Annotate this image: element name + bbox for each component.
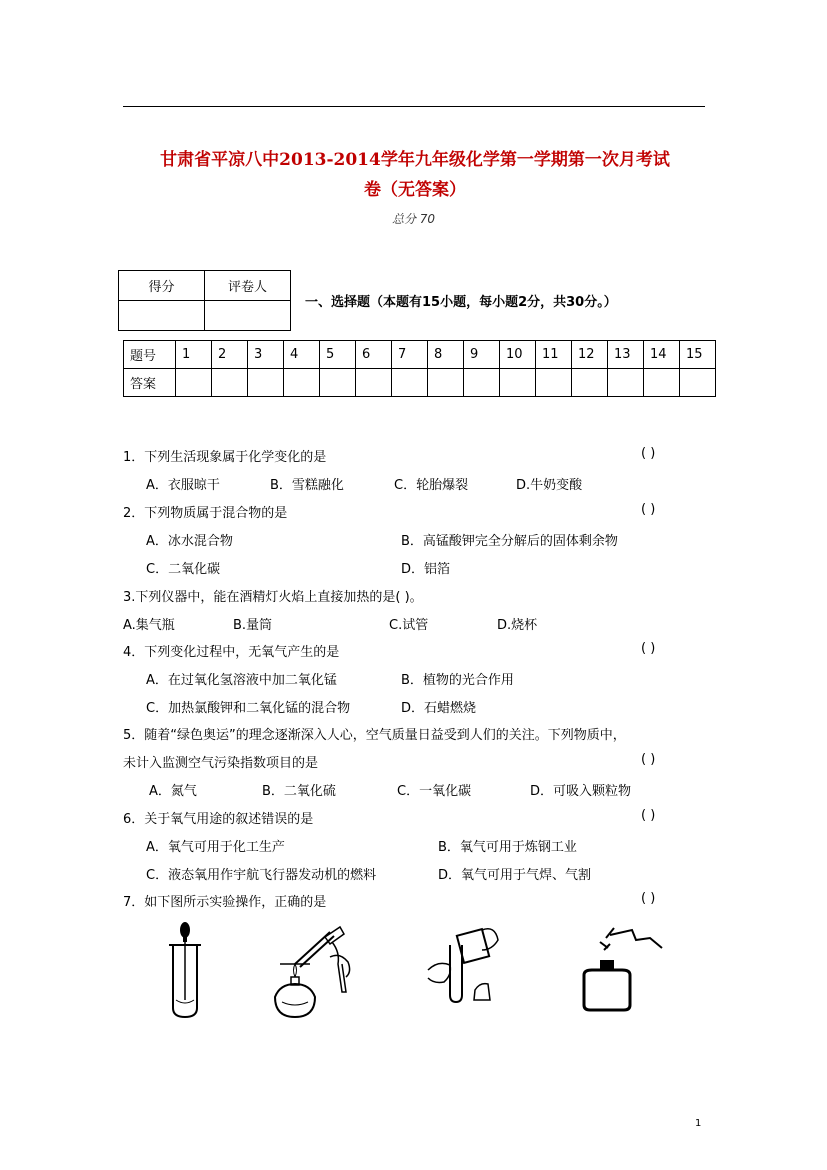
question-number: 3: [248, 341, 284, 369]
question-5-option-b: B．二氧化硫: [262, 784, 336, 799]
question-number: 12: [572, 341, 608, 369]
question-6-option-a: A．氧气可用于化工生产: [146, 840, 285, 855]
answer-cell[interactable]: [392, 369, 428, 397]
question-1-stem: 1．下列生活现象属于化学变化的是: [123, 450, 327, 465]
question-1-option-a: A．衣服晾干: [146, 478, 220, 493]
answer-cell[interactable]: [644, 369, 680, 397]
answer-cell[interactable]: [500, 369, 536, 397]
question-4-option-d: D．石蜡燃烧: [401, 701, 477, 716]
question-3-option-b: B.量筒: [233, 618, 273, 633]
question-1-answer-blank[interactable]: ( ): [641, 446, 656, 461]
question-4-option-c: C．加热氯酸钾和二氧化锰的混合物: [146, 701, 351, 716]
question-6-answer-blank[interactable]: ( ): [641, 808, 656, 823]
question-2-stem: 2．下列物质属于混合物的是: [123, 506, 288, 521]
question-1-option-b: B．雪糕融化: [270, 478, 344, 493]
question-4-option-b: B．植物的光合作用: [401, 673, 514, 688]
question-5-answer-blank[interactable]: ( ): [641, 752, 656, 767]
question-7-answer-blank[interactable]: ( ): [641, 891, 656, 906]
answer-cell[interactable]: [428, 369, 464, 397]
question-number: 13: [608, 341, 644, 369]
question-6-option-b: B．氧气可用于炼钢工业: [438, 840, 577, 855]
heating-apparatus-figure: [270, 922, 365, 1022]
answer-cell[interactable]: [536, 369, 572, 397]
section-heading: 一、选择题（本题有15小题，每小题2分，共30分。）: [305, 295, 617, 310]
number-row: [124, 341, 716, 369]
question-5-stem-line1: 5．随着“绿色奥运”的理念逐渐深入人心，空气质量日益受到人们的关注。下列物质中，: [123, 728, 626, 743]
question-number: 2: [212, 341, 248, 369]
number-row-label: 题号: [124, 341, 176, 369]
score-cell[interactable]: [119, 301, 205, 331]
question-3-option-c: C.试管: [389, 618, 429, 633]
question-5-option-a: A．氮气: [149, 784, 197, 799]
answer-cell[interactable]: [248, 369, 284, 397]
score-box: [118, 270, 291, 331]
alcohol-lamp-figure: [570, 920, 665, 1015]
question-2-option-a: A．冰水混合物: [146, 534, 233, 549]
score-label: 得分: [119, 271, 205, 301]
question-number: 4: [284, 341, 320, 369]
question-number: 6: [356, 341, 392, 369]
question-6-stem: 6．关于氧气用途的叙述错误的是: [123, 812, 314, 827]
question-2-answer-blank[interactable]: ( ): [641, 502, 656, 517]
question-3-stem: 3.下列仪器中，能在酒精灯火焰上直接加热的是( )。: [123, 590, 423, 605]
question-number: 10: [500, 341, 536, 369]
question-5-stem-line2: 未计入监测空气污染指数项目的是: [123, 756, 319, 771]
pouring-liquid-figure: [420, 920, 520, 1015]
question-number: 9: [464, 341, 500, 369]
answer-cell[interactable]: [464, 369, 500, 397]
question-6-option-c: C．液态氧用作宇航飞行器发动机的燃料: [146, 868, 377, 883]
answer-cell[interactable]: [320, 369, 356, 397]
question-2-option-c: C．二氧化碳: [146, 562, 221, 577]
answer-table: [123, 340, 716, 397]
question-5-option-c: C．一氧化碳: [397, 784, 472, 799]
answer-cell[interactable]: [212, 369, 248, 397]
page-title-line1: 甘肃省平凉八中2013-2014学年九年级化学第一学期第一次月考试: [160, 150, 670, 170]
question-4-stem: 4．下列变化过程中，无氧气产生的是: [123, 645, 340, 660]
dropper-in-test-tube-figure: [160, 920, 210, 1020]
question-6-option-d: D．氧气可用于气焊、气割: [438, 868, 592, 883]
answer-cell[interactable]: [680, 369, 716, 397]
question-number: 8: [428, 341, 464, 369]
page-title-line2: 卷（无答案）: [364, 180, 466, 200]
question-2-option-d: D．铝箔: [401, 562, 451, 577]
question-3-option-d: D.烧杯: [497, 618, 538, 633]
question-number: 14: [644, 341, 680, 369]
answer-cell[interactable]: [572, 369, 608, 397]
question-7-stem: 7．如下图所示实验操作，正确的是: [123, 895, 327, 910]
question-number: 11: [536, 341, 572, 369]
question-1-option-c: C．轮胎爆裂: [394, 478, 469, 493]
answer-row-label: 答案: [124, 369, 176, 397]
question-5-option-d: D．可吸入颗粒物: [530, 784, 632, 799]
answer-cell[interactable]: [176, 369, 212, 397]
answer-cell[interactable]: [284, 369, 320, 397]
question-number: 7: [392, 341, 428, 369]
question-2-option-b: B．高锰酸钾完全分解后的固体剩余物: [401, 534, 618, 549]
answer-cell[interactable]: [356, 369, 392, 397]
question-1-option-d: D.牛奶变酸: [516, 478, 583, 493]
question-number: 1: [176, 341, 212, 369]
page-number: 1: [695, 1118, 702, 1129]
header-rule: [123, 106, 705, 107]
total-score: 总分 70: [391, 212, 436, 226]
grader-label: 评卷人: [205, 271, 291, 301]
question-4-option-a: A．在过氧化氢溶液中加二氧化锰: [146, 673, 337, 688]
question-number: 15: [680, 341, 716, 369]
grader-cell[interactable]: [205, 301, 291, 331]
question-3-option-a: A.集气瓶: [123, 618, 175, 633]
question-4-answer-blank[interactable]: ( ): [641, 641, 656, 656]
answer-row: [124, 369, 716, 397]
answer-cell[interactable]: [608, 369, 644, 397]
question-number: 5: [320, 341, 356, 369]
